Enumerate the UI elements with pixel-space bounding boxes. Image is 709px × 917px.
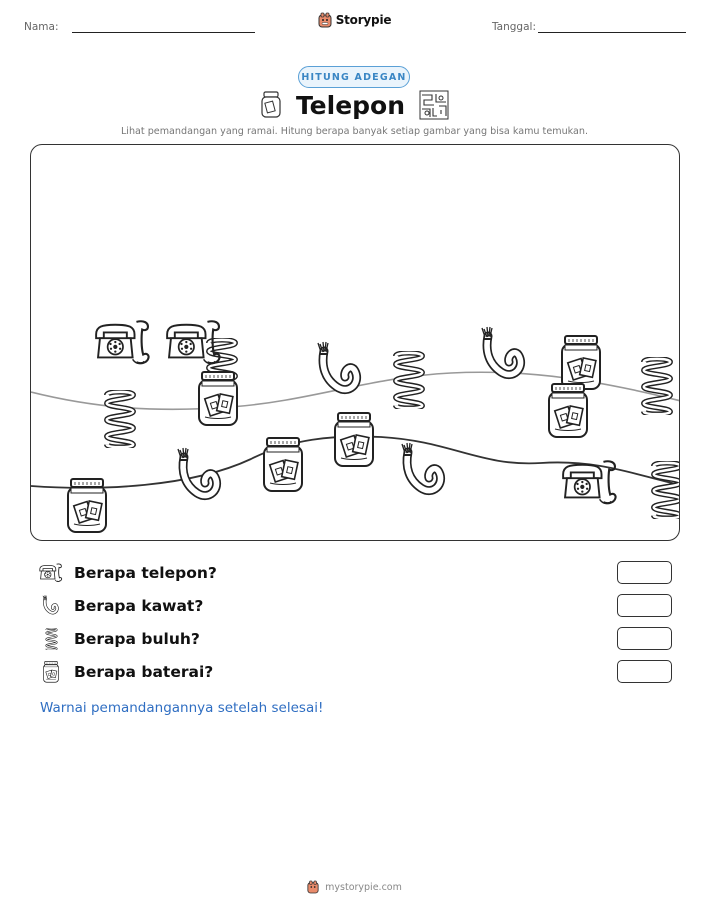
footer-url[interactable]: mystorypie.com: [325, 881, 402, 893]
answer-box-jars[interactable]: [617, 660, 672, 683]
activity-badge: HITUNG ADEGAN: [298, 66, 410, 88]
coloring-instruction: Warnai pemandangannya setelah selesai!: [40, 700, 324, 716]
date-label: Tanggal:: [492, 21, 536, 33]
jar-picture: [199, 372, 237, 425]
jar-picture: [562, 336, 600, 389]
wire-icon: [38, 594, 64, 618]
spring-picture: [644, 359, 671, 414]
spring-picture: [107, 392, 134, 447]
jar-picture: [335, 413, 373, 466]
brand-logo: [0, 12, 709, 28]
jar-picture: [68, 479, 106, 532]
question-row-springs: [38, 626, 672, 652]
spring-picture: [654, 463, 680, 518]
answer-box-telephones[interactable]: [617, 561, 672, 584]
name-label: Nama:: [24, 21, 59, 33]
telephone-picture: [167, 321, 219, 363]
wire-picture: [402, 443, 441, 491]
telephone-icon: [38, 561, 64, 585]
wire-picture: [482, 327, 521, 375]
name-field-line[interactable]: [72, 32, 255, 33]
answer-box-wires[interactable]: [617, 594, 672, 617]
jar-icon: [38, 660, 64, 684]
jar-icon: [260, 91, 282, 119]
scene-thumbnail-icon: [419, 90, 449, 120]
date-field-line[interactable]: [538, 32, 686, 33]
wire-picture: [318, 342, 357, 390]
question-row-telephones: [38, 560, 672, 586]
wire-picture: [178, 448, 217, 496]
page-title: Telepon: [295, 90, 406, 120]
question-row-jars: [38, 659, 672, 685]
answer-box-springs[interactable]: [617, 627, 672, 650]
question-text: Berapa telepon?: [74, 564, 217, 582]
spring-icon: [38, 627, 64, 651]
question-text: Berapa buluh?: [74, 630, 200, 648]
telephone-picture: [96, 321, 148, 363]
jar-picture: [264, 438, 302, 491]
mascot-icon: [318, 12, 332, 28]
instructions: Lihat pemandangan yang ramai. Hitung berapa banyak setiap gambar yang bisa kamu temukan.: [120, 126, 589, 137]
scene-canvas: [31, 145, 680, 541]
counting-scene: [30, 144, 680, 541]
question-text: Berapa kawat?: [74, 597, 204, 615]
mascot-icon: [307, 880, 319, 894]
title-row: [0, 90, 709, 120]
jar-picture: [549, 384, 587, 437]
brand-name: Storypie: [335, 13, 392, 27]
question-row-wires: [38, 593, 672, 619]
footer: [0, 880, 709, 894]
question-text: Berapa baterai?: [74, 663, 214, 681]
spring-picture: [396, 353, 423, 408]
